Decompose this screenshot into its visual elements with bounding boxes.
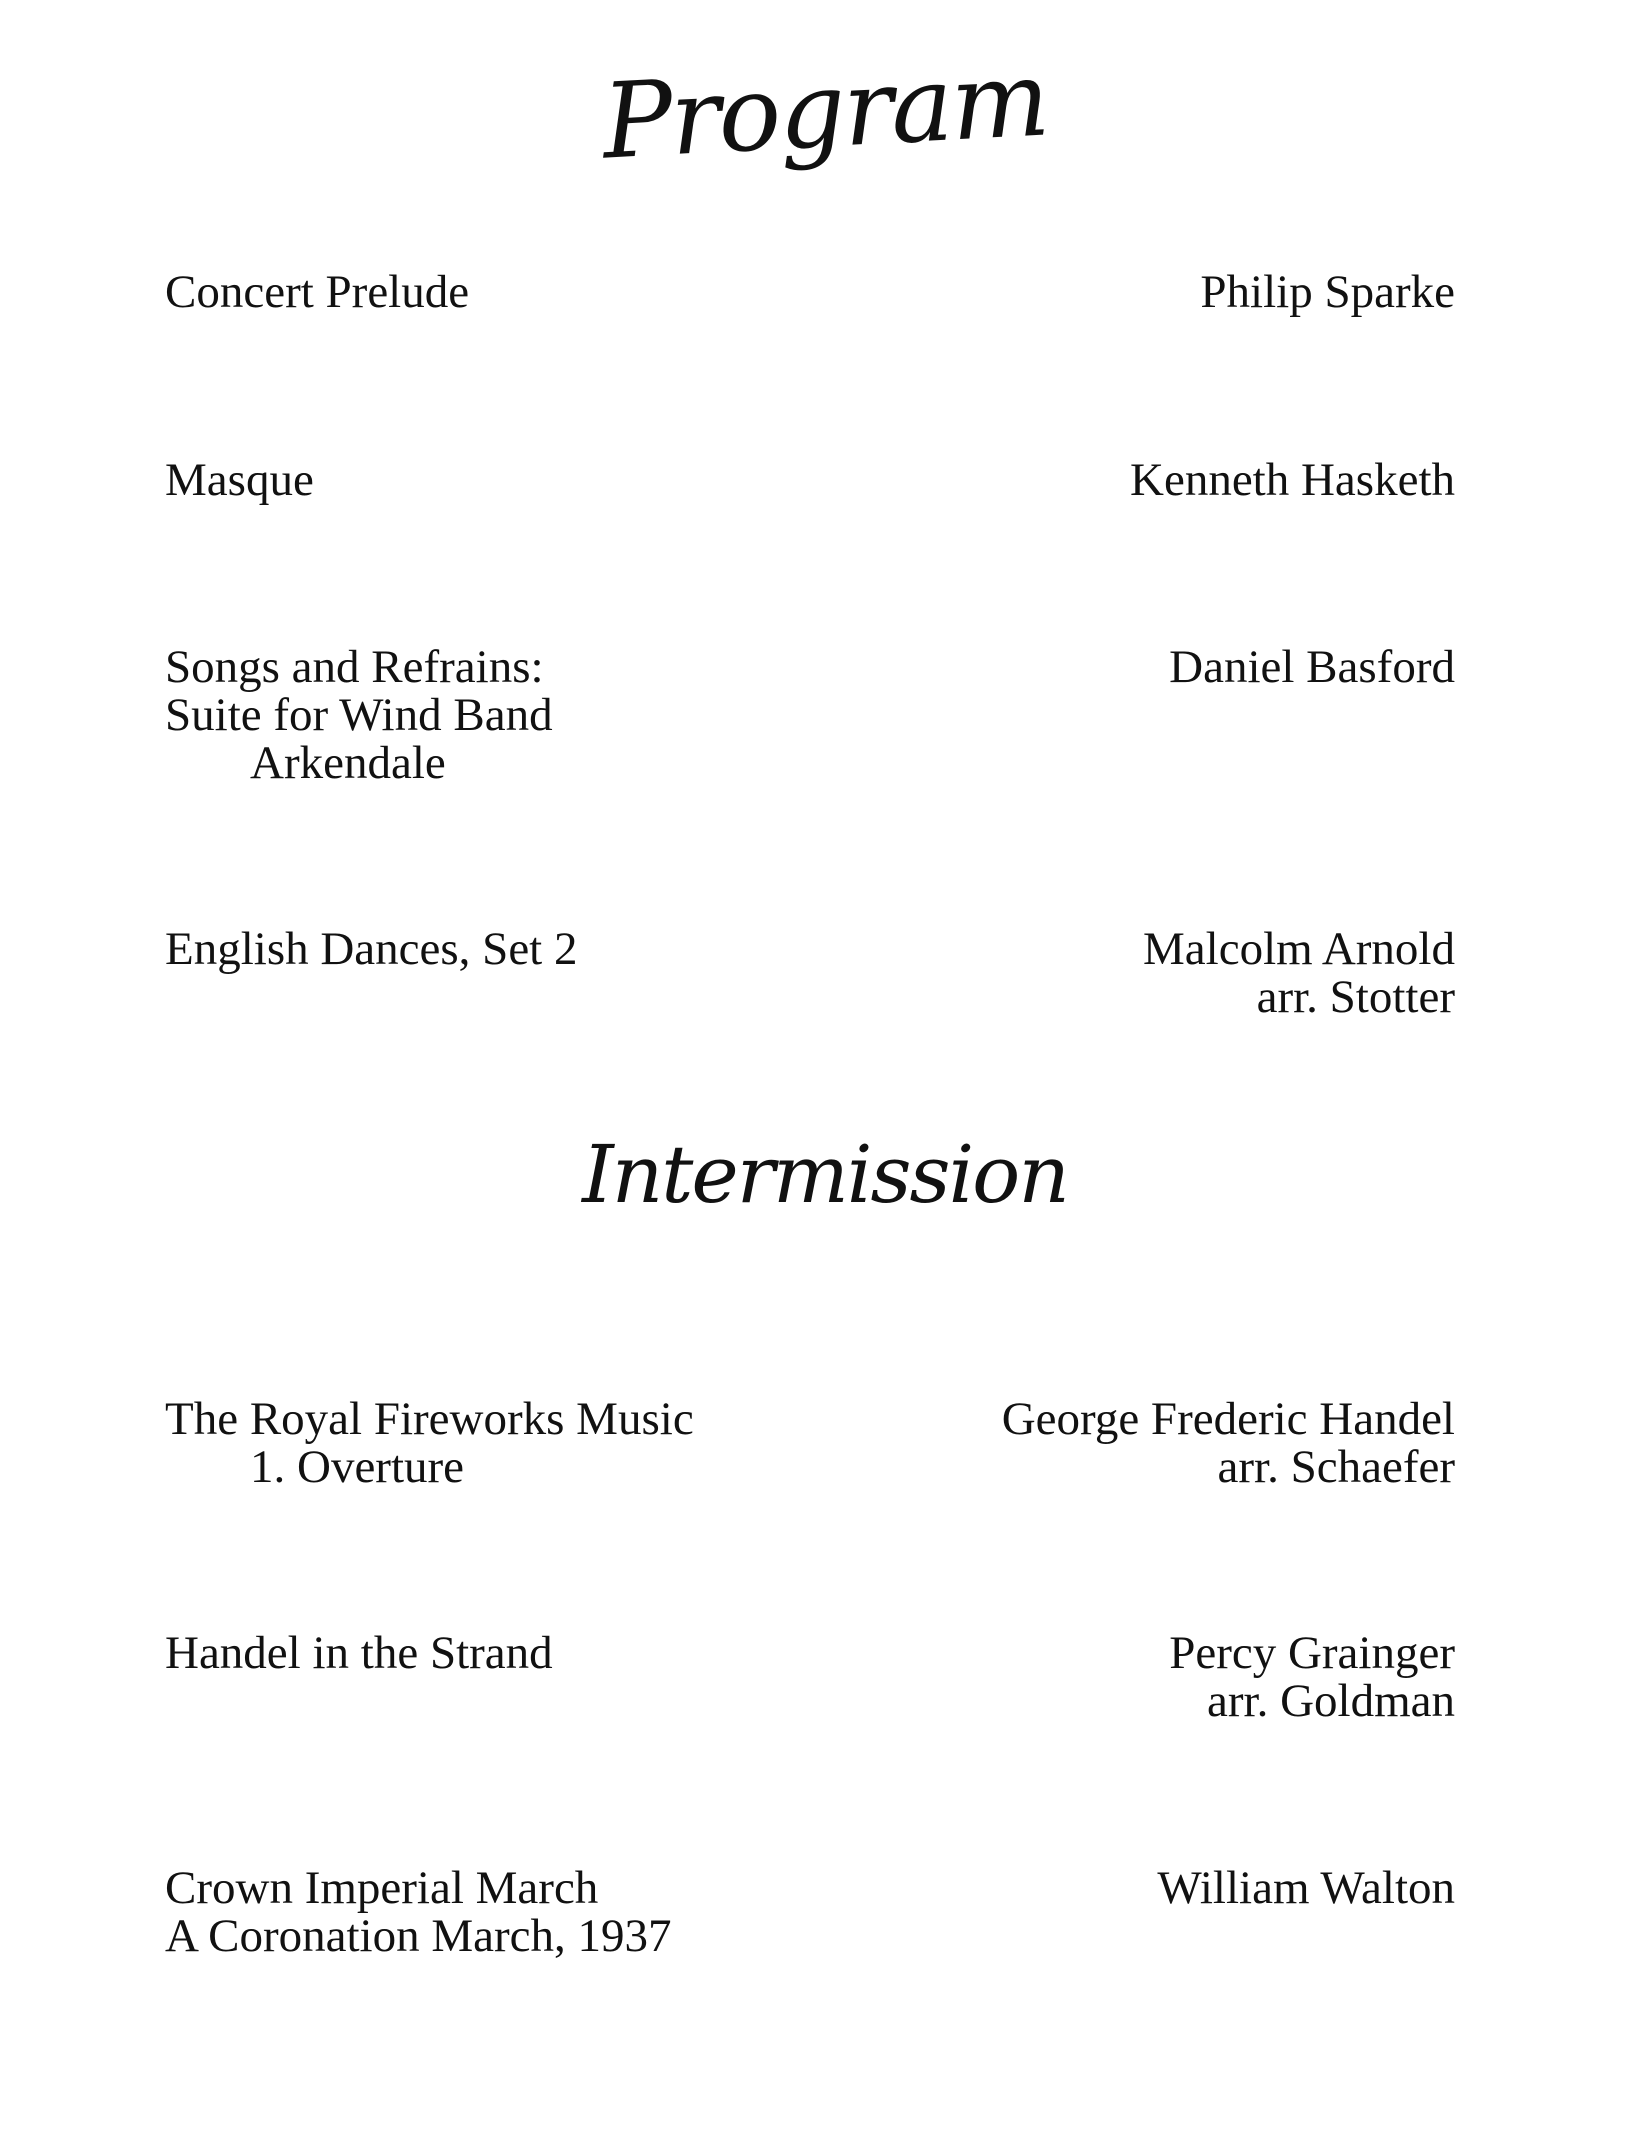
composer-name: Percy Grainger: [1169, 1627, 1455, 1679]
piece-title-line: Songs and Refrains:: [165, 641, 544, 693]
composer-name: Malcolm Arnold: [1143, 923, 1455, 975]
composer-name: William Walton: [1157, 1862, 1455, 1914]
piece-title-line: Crown Imperial March: [165, 1862, 599, 1914]
arranger-name: arr. Schaefer: [1217, 1441, 1455, 1493]
piece-title: [165, 643, 925, 787]
composer-name: Daniel Basford: [1169, 641, 1455, 693]
piece-composer: [855, 268, 1455, 316]
piece-composer: [855, 456, 1455, 504]
piece-composer: [855, 1629, 1455, 1725]
piece-title: [165, 1864, 925, 1960]
piece-movement-line: Arkendale: [250, 737, 446, 789]
piece-composer: [855, 1864, 1455, 1912]
arranger-name: arr. Stotter: [1256, 971, 1455, 1023]
composer-name: Philip Sparke: [1200, 266, 1455, 318]
piece-title-line: Concert Prelude: [165, 266, 470, 318]
piece-title: [165, 1629, 925, 1677]
program-heading: Program: [599, 37, 1051, 183]
composer-name: Kenneth Hasketh: [1130, 454, 1455, 506]
piece-title: [165, 456, 925, 504]
piece-title: [165, 925, 925, 973]
piece-title-line: Masque: [165, 454, 314, 506]
piece-title-line: The Royal Fireworks Music: [165, 1393, 694, 1445]
piece-title-line: Handel in the Strand: [165, 1627, 553, 1679]
piece-title-line: English Dances, Set 2: [165, 923, 578, 975]
piece-composer: [855, 1395, 1455, 1491]
piece-title: [165, 1395, 925, 1491]
intermission-heading: Intermission: [582, 1128, 1068, 1221]
piece-composer: [855, 925, 1455, 1021]
composer-name: George Frederic Handel: [1001, 1393, 1455, 1445]
piece-subtitle-line: Suite for Wind Band: [165, 689, 553, 741]
piece-title: [165, 268, 925, 316]
piece-composer: [855, 643, 1455, 691]
piece-movement-line: 1. Overture: [250, 1441, 465, 1493]
arranger-name: arr. Goldman: [1207, 1675, 1455, 1727]
piece-subtitle-line: A Coronation March, 1937: [165, 1910, 672, 1962]
